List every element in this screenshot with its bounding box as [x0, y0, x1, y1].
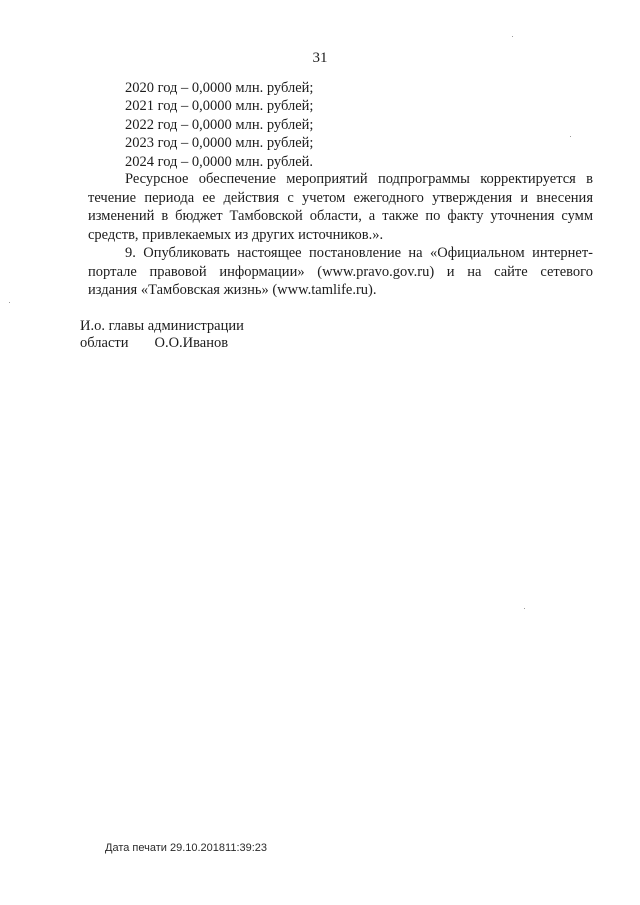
publish-paragraph [88, 244, 593, 300]
signature-block [80, 318, 244, 352]
signature-title: И.о. главы администрации [80, 318, 244, 334]
resource-paragraph-line: средств, привлекаемых из других источников.». [88, 226, 384, 243]
funding-line-2021: 2021 год – 0,0000 млн. рублей; [125, 98, 314, 115]
funding-line-2020: 2020 год – 0,0000 млн. рублей; [125, 80, 314, 96]
publish-paragraph-line: 9. Опубликовать настоящее постановление на «Официальном интернет- [125, 245, 593, 261]
resource-paragraph-line: Ресурсное обеспечение мероприятий подпрограммы корректируется в [125, 171, 593, 187]
page-number: 31 [312, 50, 328, 66]
signature-region-line [80, 335, 244, 352]
resource-paragraph-line: течение периода ее действия с учетом ежегодного утверждения и внесения [88, 189, 593, 206]
scan-speck [9, 302, 10, 303]
scan-speck [524, 608, 525, 609]
funding-list [125, 79, 545, 171]
signature-region: области [80, 335, 129, 351]
funding-line-2022: 2022 год – 0,0000 млн. рублей; [125, 116, 314, 133]
resource-paragraph-line: изменений в бюджет Тамбовской области, а также по факту уточнения сумм [88, 208, 593, 225]
scan-speck [570, 136, 571, 137]
publish-paragraph-line: портале правовой информации» (www.pravo.gov.ru) и на сайте сетевого [88, 263, 593, 280]
resource-paragraph [88, 170, 593, 244]
scan-speck [512, 36, 513, 37]
signature-name: О.О.Иванов [154, 335, 229, 351]
print-date: Дата печати 29.10.201811:39:23 [105, 842, 268, 854]
funding-line-2024: 2024 год – 0,0000 млн. рублей. [125, 153, 314, 170]
publish-paragraph-line: издания «Тамбовская жизнь» (www.tamlife.ru). [88, 282, 377, 299]
funding-line-2023: 2023 год – 0,0000 млн. рублей; [125, 135, 314, 152]
